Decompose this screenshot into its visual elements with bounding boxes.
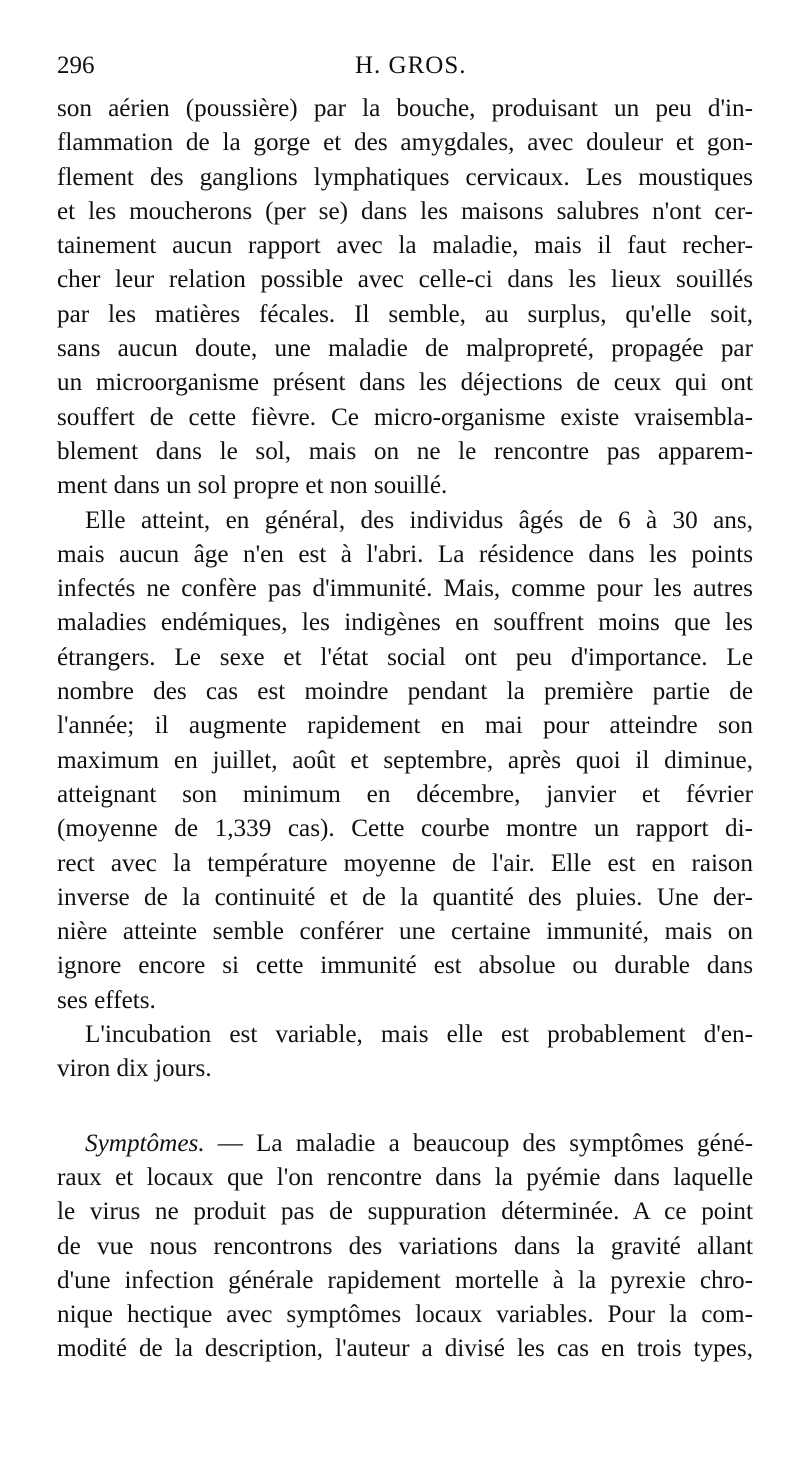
text-line: maximum en juillet, août et septembre, après quoi il diminue, xyxy=(57,746,753,774)
text-line: viron dix jours. xyxy=(57,1055,212,1083)
text-line: ses effets. xyxy=(57,986,156,1014)
text-line: L'incubation est variable, mais elle est probablement d'en- xyxy=(85,1021,753,1049)
text-line: blement dans le sol, mais on ne le rencontre pas apparem- xyxy=(57,437,753,465)
text-line: atteignant son minimum en décembre, janvier et février xyxy=(57,780,753,808)
text-line: infectés ne confère pas d'immunité. Mais, comme pour les autres xyxy=(57,575,753,603)
text-line: un microorganisme présent dans les déjections de ceux qui ont xyxy=(57,369,753,397)
text-line: et les moucherons (per se) dans les maisons salubres n'ont cer- xyxy=(57,197,753,225)
text-line: souffert de cette fièvre. Ce micro-organisme existe vraisembla- xyxy=(57,403,753,431)
text-line: ignore encore si cette immunité est absolue ou durable dans xyxy=(57,952,753,980)
paragraph-2 xyxy=(57,504,753,1018)
text-line xyxy=(57,1127,753,1161)
text-line: nombre des cas est moindre pendant la première partie de xyxy=(57,678,753,706)
page-header xyxy=(55,52,755,88)
text-line: l'année; il augmente rapidement en mai pour atteindre son xyxy=(57,712,753,740)
text-line: sans aucun doute, une maladie de malpropreté, propagée par xyxy=(57,335,753,363)
text-line: d'une infection générale rapidement mortelle à la pyrexie chro- xyxy=(57,1266,753,1294)
text-line: flammation de la gorge et des amygdales, avec douleur et gon- xyxy=(57,129,753,157)
running-head: H. GROS. xyxy=(355,52,467,79)
paragraph-symptoms xyxy=(57,1127,753,1367)
text-line: étrangers. Le sexe et l'état social ont peu d'importance. Le xyxy=(57,643,753,671)
text-line: mais aucun âge n'en est à l'abri. La résidence dans les points xyxy=(57,540,753,568)
paragraph-1 xyxy=(57,92,753,504)
text-line: (moyenne de 1,339 cas). Cette courbe montre un rapport di- xyxy=(57,815,753,843)
text-line: le virus ne produit pas de suppuration déterminée. A ce point xyxy=(57,1198,753,1226)
text-line: Elle atteint, en général, des individus âgés de 6 à 30 ans, xyxy=(85,506,753,534)
body-text xyxy=(57,92,753,1367)
text-line: nière atteinte semble conférer une certaine immunité, mais on xyxy=(57,918,753,946)
paragraph-3 xyxy=(57,1018,753,1087)
text-line: cher leur relation possible avec celle-ci dans les lieux souillés xyxy=(57,266,753,294)
page-number: 296 xyxy=(57,52,95,79)
text-line: flement des ganglions lymphatiques cervicaux. Les moustiques xyxy=(57,163,753,191)
section-heading-symptoms: Symptômes. xyxy=(85,1129,205,1157)
text-line: nique hectique avec symptômes locaux variables. Pour la com- xyxy=(57,1301,753,1329)
text-line: inverse de la continuité et de la quantité des pluies. Une der- xyxy=(57,883,753,911)
text-run: — La maladie a beaucoup des symptômes géné- xyxy=(204,1129,753,1157)
text-line: par les matières fécales. Il semble, au surplus, qu'elle soit, xyxy=(57,300,753,328)
text-line: son aérien (poussière) par la bouche, produisant un peu d'in- xyxy=(57,95,753,122)
text-line: tainement aucun rapport avec la maladie, mais il faut recher- xyxy=(57,232,753,260)
text-line: raux et locaux que l'on rencontre dans la pyémie dans laquelle xyxy=(57,1163,753,1191)
text-line: modité de la description, l'auteur a divisé les cas en trois types, xyxy=(57,1335,753,1363)
text-line: ment dans un sol propre et non souillé. xyxy=(57,472,448,500)
text-line: de vue nous rencontrons des variations dans la gravité allant xyxy=(57,1232,753,1260)
text-line: maladies endémiques, les indigènes en souffrent moins que les xyxy=(57,609,753,637)
text-line: rect avec la température moyenne de l'air. Elle est en raison xyxy=(57,849,753,877)
